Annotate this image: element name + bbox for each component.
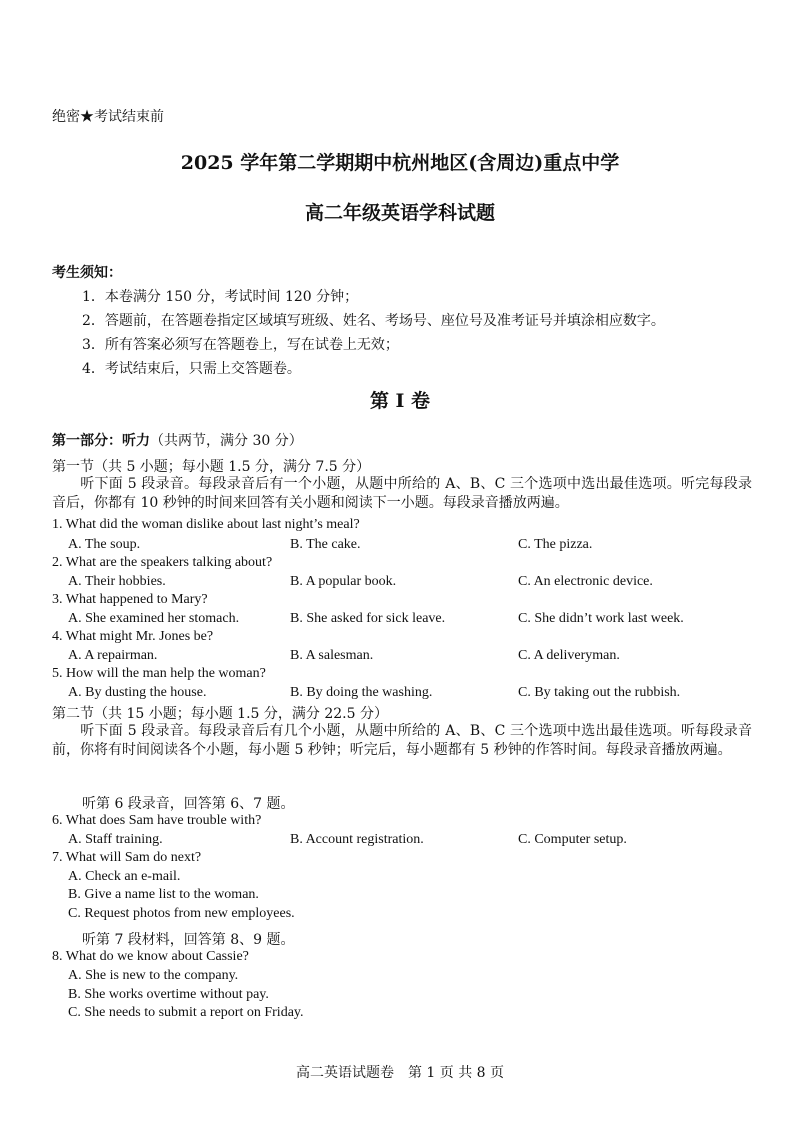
notice-item: 1．本卷满分 150 分，考试时间 120 分钟；: [82, 289, 359, 305]
option-b: B. A popular book.: [290, 574, 397, 589]
page-footer: 高二英语试题卷 第 1 页 共 8 页: [295, 1065, 505, 1081]
confidential-mark: 绝密★考试结束前: [52, 109, 164, 125]
notice-item: 2．答题前，在答题卷指定区域填写班级、姓名、考场号、座位号及准考证号并填涂相应数字。: [82, 313, 665, 329]
option-a: A. By dusting the house.: [68, 685, 207, 700]
option-a: A. Staff training.: [68, 832, 163, 847]
section-two-directions-text: 听下面 5 段录音。每段录音后有几个小题，从题中所给的 A、B、C 三个选项中选出最佳选项。听每段录音前，你将有时间阅读各个小题，每小题 5 秒钟；听完后，每小题都有 5 秒钟的作答时间。每段录音播放两遍。: [52, 723, 752, 758]
option-c: C. She needs to submit a report on Friday.: [68, 1005, 304, 1020]
section-two-title: 第二节（共 15 小题；每小题 1.5 分，满分 22.5 分）: [52, 706, 388, 722]
section-two-directions: [52, 722, 752, 760]
option-c: C. A deliveryman.: [518, 648, 620, 663]
volume-title: 第 I 卷: [369, 390, 431, 412]
option-b: B. Account registration.: [290, 832, 424, 847]
option-a: A. The soup.: [68, 537, 141, 552]
question-8: 8. What do we know about Cassie?: [52, 949, 249, 964]
option-a: A. Check an e-mail.: [68, 869, 181, 884]
exam-subtitle: 高二年级英语学科试题: [304, 202, 495, 224]
part-one-meta: （共两节，满分 30 分）: [150, 433, 303, 449]
section-one-directions: [52, 475, 752, 513]
option-b: B. She works overtime without pay.: [68, 987, 269, 1002]
section-one-directions-text: 听下面 5 段录音。每段录音后有一个小题，从题中所给的 A、B、C 三个选项中选出最佳选项。听完每段录音后，你都有 10 秒钟的时间来回答有关小题和阅读下一小题。每段录音播放两遍。: [52, 476, 752, 511]
question-2: 2. What are the speakers talking about?: [52, 555, 273, 570]
question-6: 6. What does Sam have trouble with?: [52, 813, 262, 828]
section-one-title: 第一节（共 5 小题；每小题 1.5 分，满分 7.5 分）: [52, 459, 371, 475]
question-4: 4. What might Mr. Jones be?: [52, 629, 214, 644]
exam-title: 2025 学年第二学期期中杭州地区(含周边)重点中学: [180, 152, 620, 174]
notice-heading: 考生须知：: [52, 265, 122, 281]
option-c: C. The pizza.: [518, 537, 593, 552]
option-b: B. Give a name list to the woman.: [68, 887, 259, 902]
question-7: 7. What will Sam do next?: [52, 850, 202, 865]
option-c: C. She didn’t work last week.: [518, 611, 684, 626]
notice-item: 3．所有答案必须写在答题卷上，写在试卷上无效；: [82, 337, 399, 353]
notice-item: 4．考试结束后，只需上交答题卷。: [82, 361, 301, 377]
option-a: A. A repairman.: [68, 648, 158, 663]
option-c: C. An electronic device.: [518, 574, 653, 589]
audio-cue-7: 听第 7 段材料，回答第 8、9 题。: [82, 932, 295, 948]
part-one-title: 第一部分：听力: [52, 433, 150, 449]
option-a: A. Their hobbies.: [68, 574, 166, 589]
option-b: B. She asked for sick leave.: [290, 611, 446, 626]
question-5: 5. How will the man help the woman?: [52, 666, 266, 681]
question-1: 1. What did the woman dislike about last night’s meal?: [52, 517, 360, 532]
option-c: C. Request photos from new employees.: [68, 906, 295, 921]
option-a: A. She is new to the company.: [68, 968, 239, 983]
option-c: C. By taking out the rubbish.: [518, 685, 681, 700]
option-a: A. She examined her stomach.: [68, 611, 240, 626]
audio-cue-6: 听第 6 段录音，回答第 6、7 题。: [82, 796, 295, 812]
question-3: 3. What happened to Mary?: [52, 592, 208, 607]
option-c: C. Computer setup.: [518, 832, 627, 847]
part-one-heading: [52, 430, 303, 450]
option-b: B. The cake.: [290, 537, 361, 552]
option-b: B. By doing the washing.: [290, 685, 433, 700]
option-b: B. A salesman.: [290, 648, 374, 663]
